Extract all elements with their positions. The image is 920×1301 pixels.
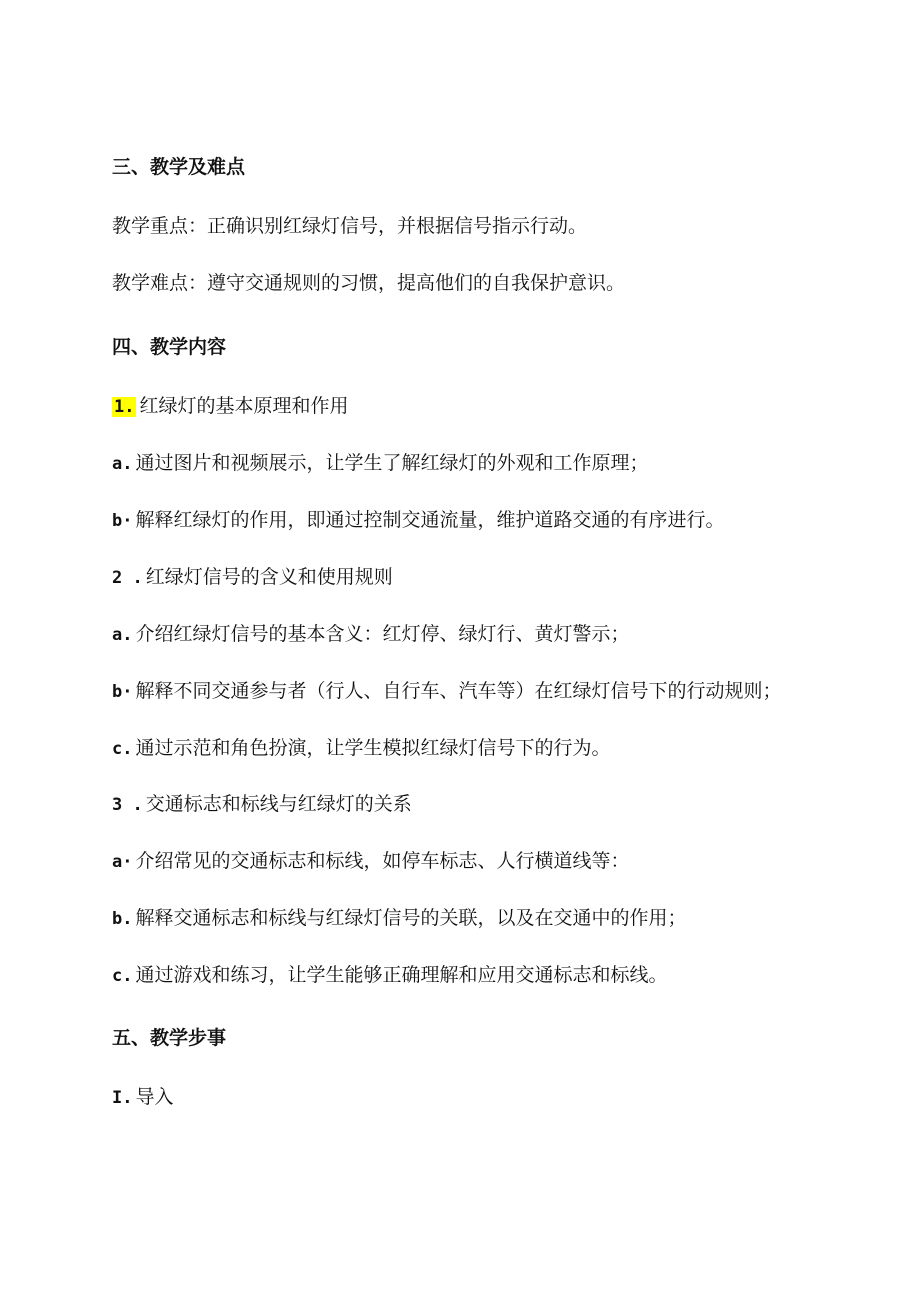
- item-3-title-line: [112, 791, 412, 818]
- item-3-title: 交通标志和标线与红绿灯的关系: [145, 793, 412, 815]
- item-2a-marker: a.: [112, 625, 133, 645]
- step-1-line: [112, 1084, 174, 1111]
- section-3-heading: 三、教学及难点: [112, 156, 246, 178]
- item-3b-marker: b.: [112, 909, 133, 929]
- item-1-title-line: [112, 393, 349, 420]
- section-5-heading: 五、教学步事: [112, 1027, 227, 1049]
- item-3c-line: [112, 962, 668, 989]
- item-3a-line: [112, 848, 630, 875]
- item-3a-text: 介绍常见的交通标志和标线，如停车标志、人行横道线等：: [135, 850, 630, 872]
- item-1a-line: [112, 450, 649, 477]
- item-2c-line: [112, 735, 611, 762]
- item-3c-text: 通过游戏和练习，让学生能够正确理解和应用交通标志和标线。: [135, 964, 668, 986]
- item-3b-text: 解释交通标志和标线与红绿灯信号的关联，以及在交通中的作用；: [135, 907, 687, 929]
- item-3-marker: 3 .: [112, 795, 143, 815]
- item-1-marker: 1.: [114, 397, 135, 417]
- step-1-marker: I.: [112, 1088, 133, 1108]
- item-1b-marker: b·: [112, 511, 133, 531]
- item-2b-text: 解释不同交通参与者（行人、自行车、汽车等）在红绿灯信号下的行动规则；: [135, 680, 782, 702]
- section-4-heading: 四、教学内容: [112, 336, 227, 358]
- item-2-marker: 2 .: [112, 568, 143, 588]
- item-1b-line: [112, 507, 725, 534]
- item-2a-line: [112, 621, 630, 648]
- item-1a-marker: a.: [112, 454, 133, 474]
- item-1b-text: 解释红绿灯的作用，即通过控制交通流量，维护道路交通的有序进行。: [135, 509, 725, 531]
- item-2c-marker: c.: [112, 739, 133, 759]
- item-1-title: 红绿灯的基本原理和作用: [139, 395, 349, 417]
- item-2c-text: 通过示范和角色扮演，让学生模拟红绿灯信号下的行为。: [135, 737, 611, 759]
- item-3b-line: [112, 905, 687, 932]
- teaching-difficulty: 教学难点：遵守交通规则的习惯，提高他们的自我保护意识。: [112, 272, 626, 294]
- item-2b-marker: b·: [112, 682, 133, 702]
- item-3c-marker: c.: [112, 966, 133, 986]
- item-2b-line: [112, 678, 782, 705]
- item-1a-text: 通过图片和视频展示，让学生了解红绿灯的外观和工作原理；: [135, 452, 649, 474]
- item-3a-marker: a·: [112, 852, 133, 872]
- item-2-title: 红绿灯信号的含义和使用规则: [145, 566, 393, 588]
- item-2a-text: 介绍红绿灯信号的基本含义：红灯停、绿灯行、黄灯警示；: [135, 623, 630, 645]
- step-1-title: 导入: [135, 1086, 174, 1108]
- item-2-title-line: [112, 564, 393, 591]
- teaching-key-point: 教学重点：正确识别红绿灯信号，并根据信号指示行动。: [112, 215, 588, 237]
